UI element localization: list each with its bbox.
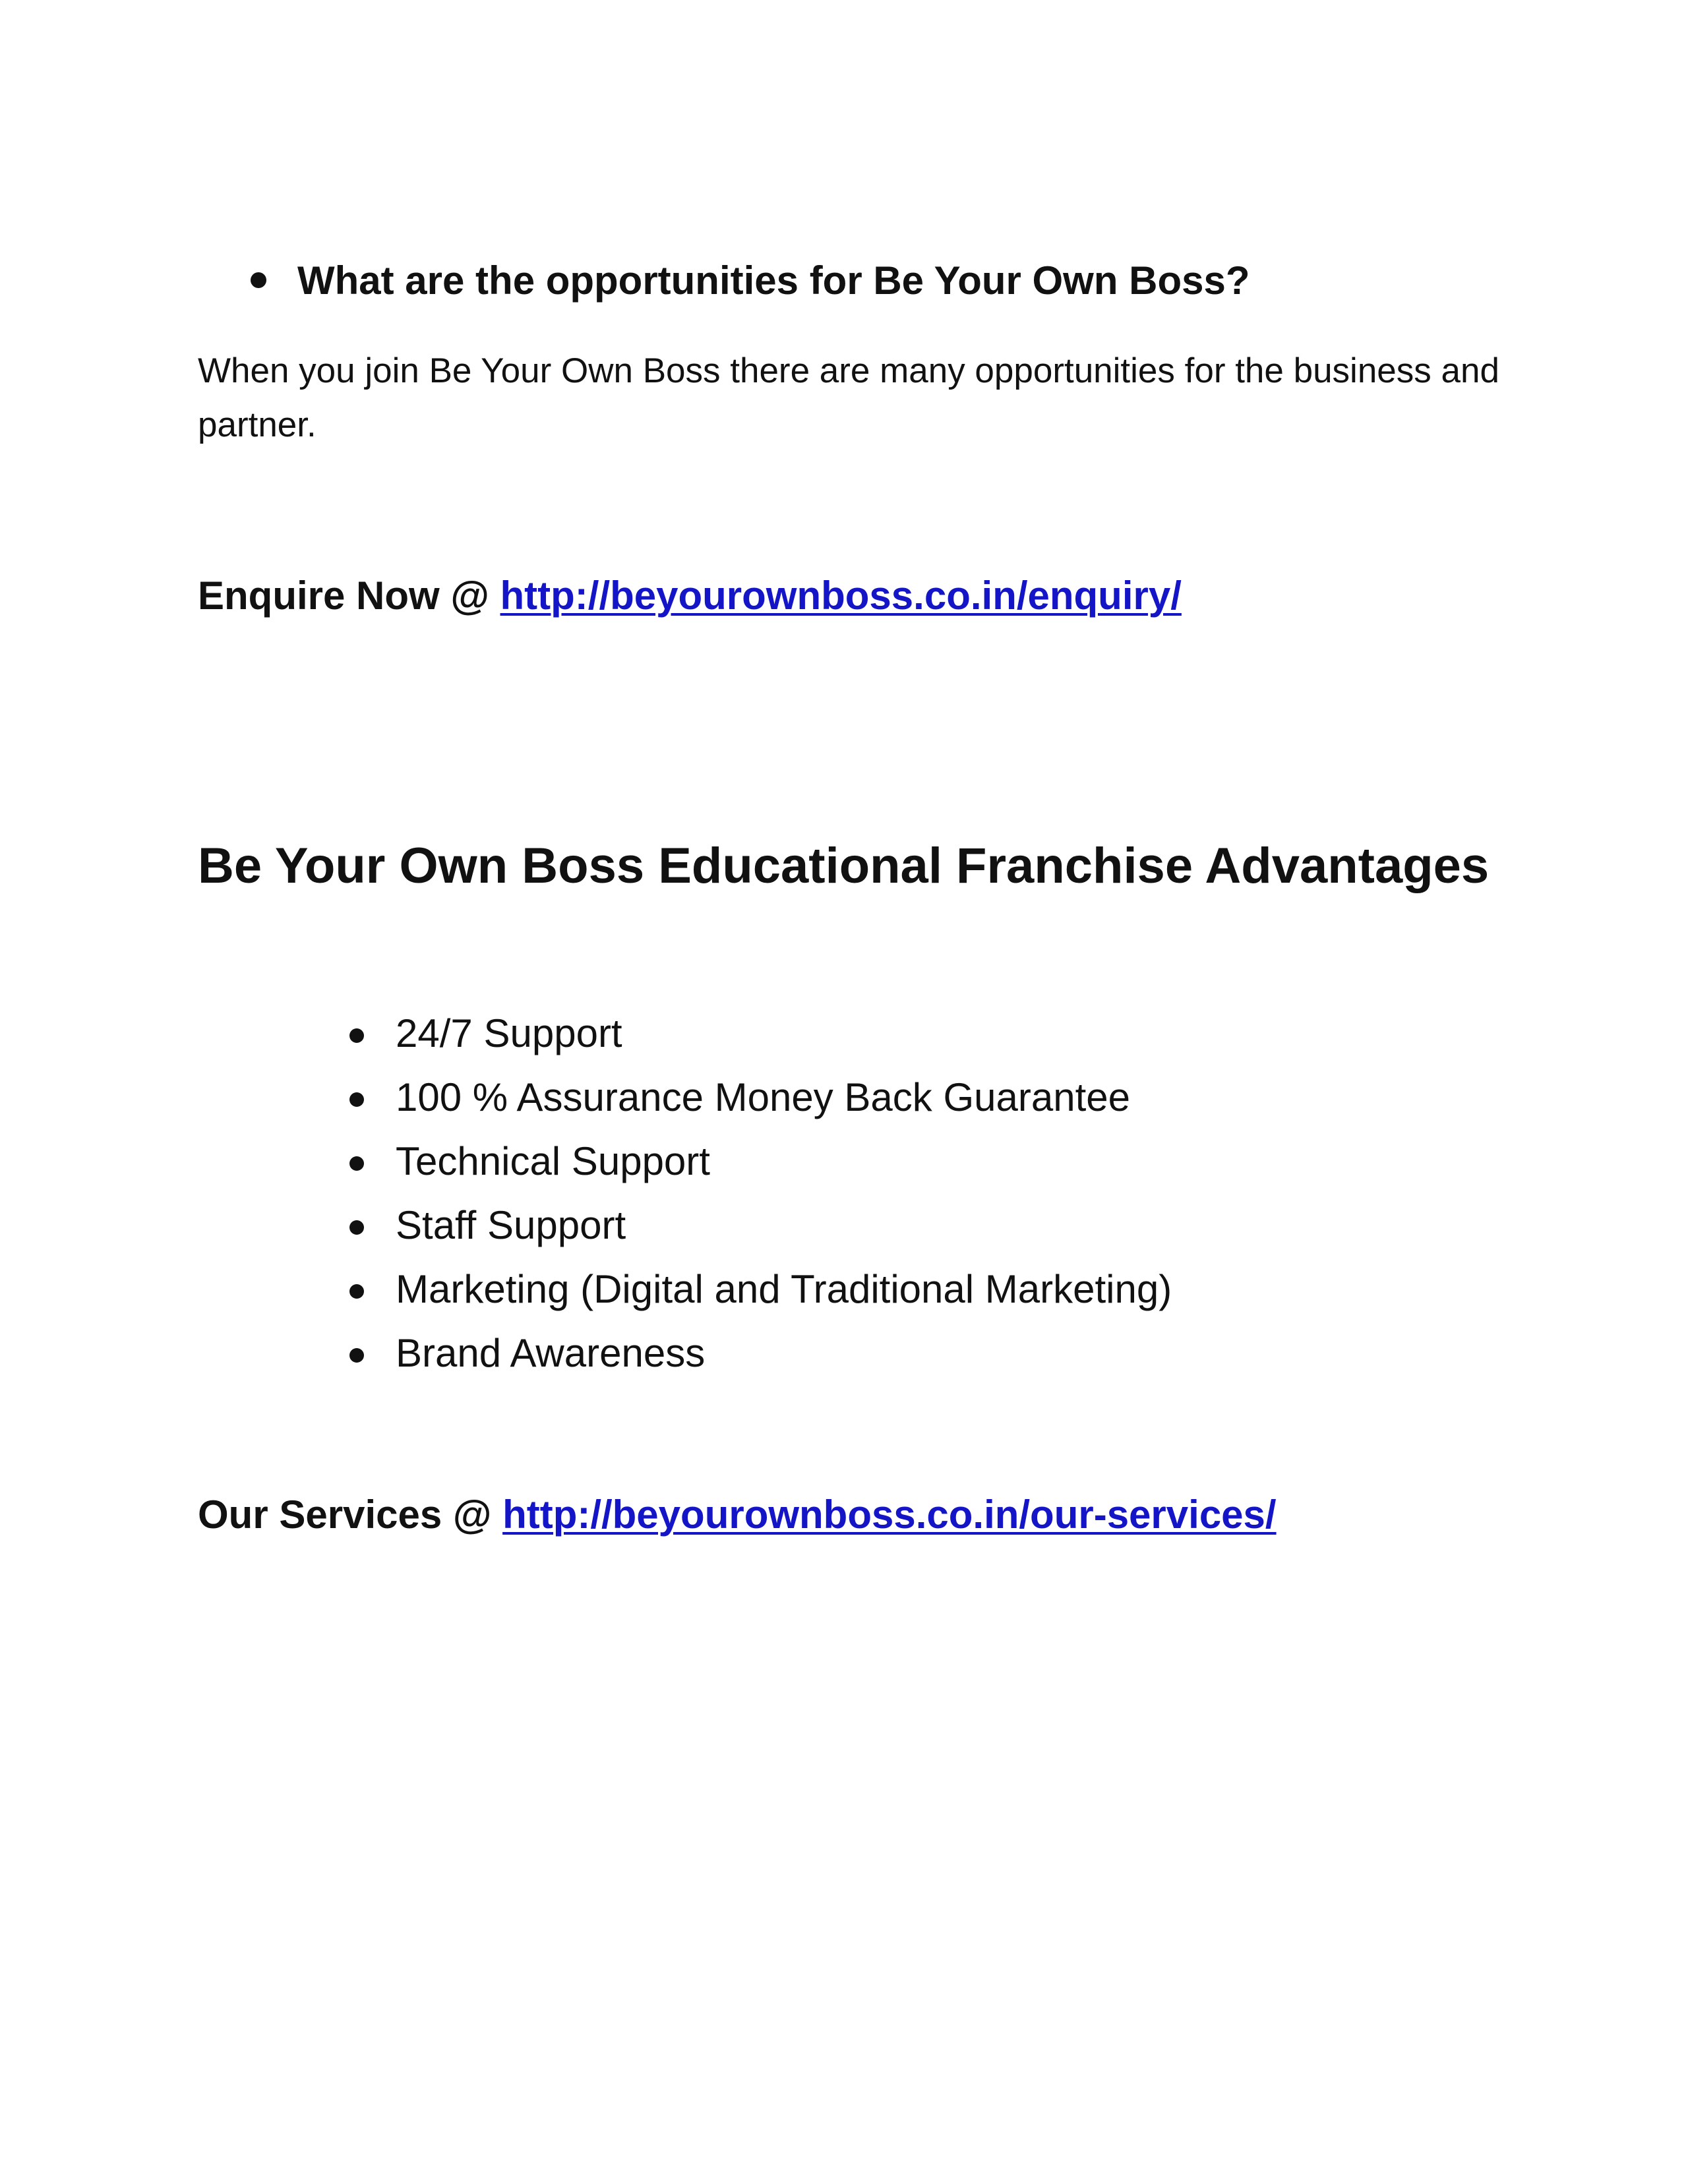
enquiry-link[interactable]: http://beyourownboss.co.in/enquiry/ — [500, 574, 1182, 618]
bullet-icon — [251, 272, 266, 288]
question-heading: What are the opportunities for Be Your Own Boss? — [297, 258, 1250, 303]
list-item-label: 24/7 Support — [396, 1011, 622, 1055]
bullet-icon — [349, 1220, 364, 1235]
services-link[interactable]: http://beyourownboss.co.in/our-services/ — [502, 1492, 1277, 1537]
bullet-icon — [349, 1284, 364, 1299]
services-line — [198, 1491, 1277, 1539]
bullet-icon — [349, 1156, 364, 1171]
services-label: Our Services @ — [198, 1492, 503, 1537]
list-item-label: 100 % Assurance Money Back Guarantee — [396, 1075, 1130, 1119]
list-item-label: Brand Awareness — [396, 1331, 706, 1375]
bullet-icon — [349, 1092, 364, 1107]
bullet-icon — [349, 1028, 364, 1043]
list-item-label: Marketing (Digital and Traditional Marketing) — [396, 1267, 1172, 1311]
list-item-label: Staff Support — [396, 1203, 626, 1247]
list-item-label: Technical Support — [396, 1139, 710, 1183]
enquire-line — [198, 572, 1182, 620]
bullet-icon — [349, 1348, 364, 1363]
enquire-label: Enquire Now @ — [198, 574, 500, 618]
intro-paragraph: When you join Be Your Own Boss there are many opportunities for the business and partner. — [198, 351, 1499, 444]
advantages-heading: Be Your Own Boss Educational Franchise Advantages — [198, 838, 1490, 894]
